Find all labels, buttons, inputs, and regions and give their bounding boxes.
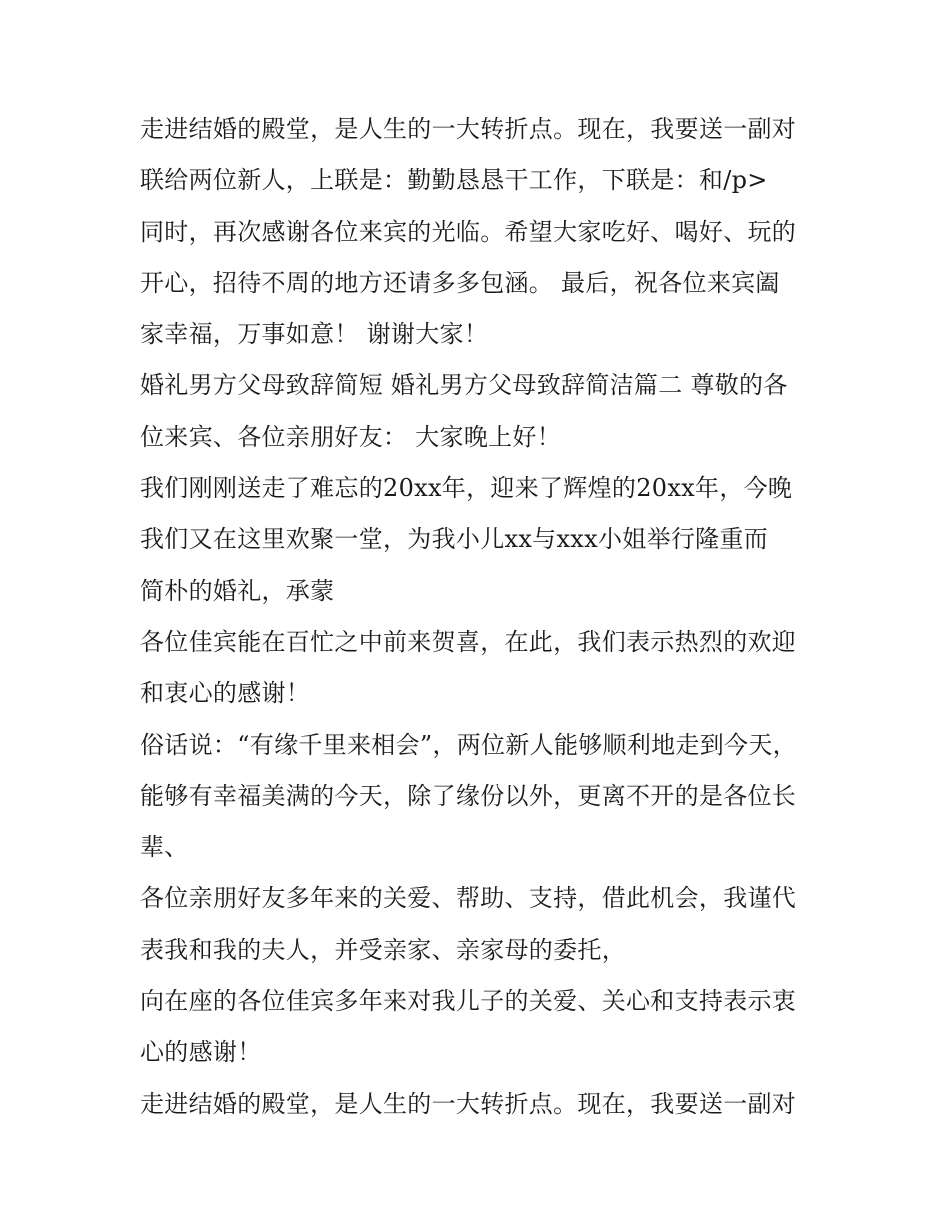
- text-line: 和衷心的感谢！: [140, 679, 311, 708]
- text-line: 各位亲朋好友多年来的关爱、帮助、支持，借此机会，我谨代: [140, 884, 797, 913]
- text-line: 我们又在这里欢聚一堂，为我小儿xx与xxx小姐举行隆重而: [140, 525, 769, 554]
- text-line: 俗话说：“有缘千里来相会”，两位新人能够顺利地走到今天，: [140, 730, 797, 759]
- text-line: 家幸福，万事如意！ 谢谢大家！: [140, 320, 489, 349]
- text-line: 走进结婚的殿堂，是人生的一大转折点。现在，我要送一副对: [140, 1089, 797, 1118]
- text-line: 心的感谢！: [140, 1038, 262, 1067]
- text-line: 走进结婚的殿堂，是人生的一大转折点。现在，我要送一副对: [140, 115, 797, 143]
- text-line: 位来宾、各位亲朋好友： 大家晚上好！: [140, 422, 562, 451]
- text-line: 我们刚刚送走了难忘的20xx年，迎来了辉煌的20xx年，今晚: [140, 474, 793, 503]
- document-body: [140, 104, 830, 1130]
- text-line: 同时，再次感谢各位来宾的光临。希望大家吃好、喝好、玩的: [140, 217, 797, 246]
- text-line: 开心，招待不周的地方还请多多包涵。 最后，祝各位来宾阖: [140, 268, 780, 297]
- text-line: 简朴的婚礼，承蒙: [140, 576, 335, 605]
- text-line: 联给两位新人，上联是：勤勤恳恳干工作，下联是：和/p>: [140, 166, 768, 195]
- text-line: 婚礼男方父母致辞简短 婚礼男方父母致辞简洁篇二 尊敬的各: [140, 371, 788, 400]
- text-line: 能够有幸福美满的今天，除了缘份以外，更离不开的是各位长: [140, 781, 797, 810]
- text-line: 各位佳宾能在百忙之中前来贺喜，在此，我们表示热烈的欢迎: [140, 627, 797, 656]
- text-line: 表我和我的夫人，并受亲家、亲家母的委托，: [140, 935, 626, 964]
- text-line: 向在座的各位佳宾多年来对我儿子的关爱、关心和支持表示衷: [140, 987, 797, 1016]
- text-line: 辈、: [140, 833, 189, 862]
